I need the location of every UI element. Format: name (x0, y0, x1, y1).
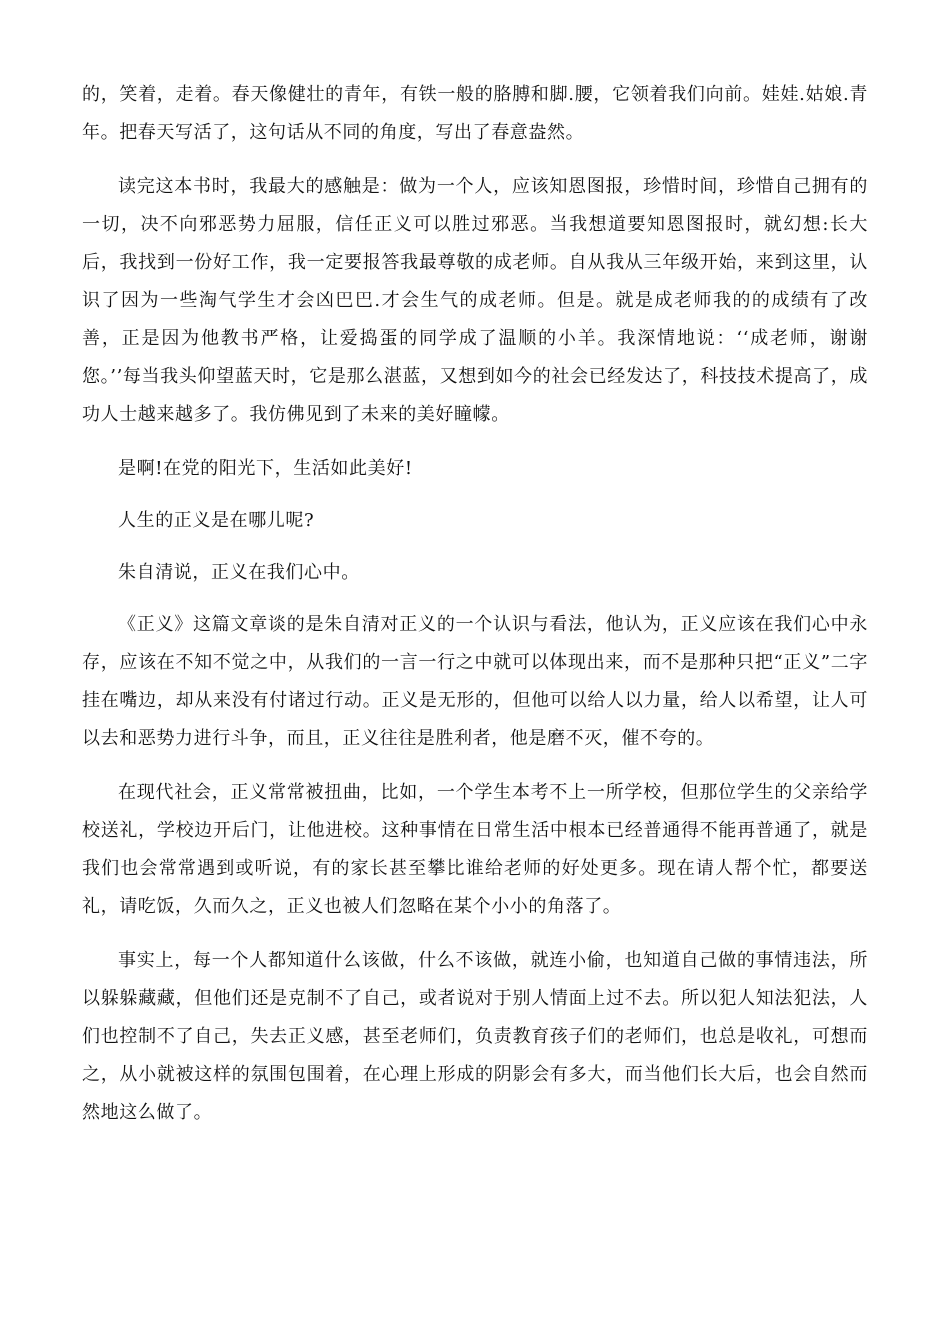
document-page (82, 76, 868, 1148)
paragraph-1: 的，笑着，走着。春天像健壮的青年，有铁一般的胳膊和脚.腰，它领着我们向前。娃娃.姑娘.青年。把春天写活了，这句话从不同的角度，写出了春意盎然。 (82, 84, 868, 143)
paragraph-8: 事实上，每一个人都知道什么该做，什么不该做，就连小偷，也知道自己做的事情违法，所以躲躲藏藏，但他们还是克制不了自己，或者说对于别人情面上过不去。所以犯人知法犯法，人们也控制不了自己，失去正义感，甚至老师们，负责教育孩子们的老师们，也总是收礼，可想而之，从小就被这样的氛围包围着，在心理上形成的阴影会有多大，而当他们长大后，也会自然而然地这么做了。 (82, 950, 868, 1123)
paragraph-6: 《正义》这篇文章谈的是朱自清对正义的一个认识与看法，他认为，正义应该在我们心中永存，应该在不知不觉之中，从我们的一言一行之中就可以体现出来，而不是那种只把“正义”二字挂在嘴边，却从来没有付诸过行动。正义是无形的，但他可以给人以力量，给人以希望，让人可以去和恶势力进行斗争，而且，正义往往是胜利者，他是磨不灭，催不夸的。 (82, 614, 868, 749)
paragraph-3: 是啊!在党的阳光下，生活如此美好! (118, 458, 413, 479)
paragraph-7: 在现代社会，正义常常被扭曲，比如，一个学生本考不上一所学校，但那位学生的父亲给学校送礼，学校边开后门，让他进校。这种事情在日常生活中根本已经普通得不能再普通了，就是我们也会常常遇到或听说，有的家长甚至攀比谁给老师的好处更多。现在请人帮个忙，都要送礼，请吃饭，久而久之，正义也被人们忽略在某个小小的角落了。 (82, 782, 868, 917)
paragraph-5: 朱自清说，正义在我们心中。 (118, 562, 360, 583)
paragraph-2: 读完这本书时，我最大的感触是：做为一个人，应该知恩图报，珍惜时间，珍惜自己拥有的一切，决不向邪恶势力屈服，信任正义可以胜过邪恶。当我想道要知恩图报时，就幻想:长大后，我找到一份好工作，我一定要报答我最尊敬的成老师。自从我从三年级开始，来到这里，认识了因为一些淘气学生才会凶巴巴.才会生气的成老师。但是。就是成老师我的的成绩有了改善，正是因为他教书严格，让爱捣蛋的同学成了温顺的小羊。我深情地说：‘‘成老师，谢谢您。’’每当我头仰望蓝天时，它是那么湛蓝，又想到如今的社会已经发达了，科技技术提高了，成功人士越来越多了。我仿佛见到了未来的美好瞳幪。 (82, 176, 868, 425)
paragraph-4: 人生的正义是在哪儿呢? (118, 510, 315, 531)
